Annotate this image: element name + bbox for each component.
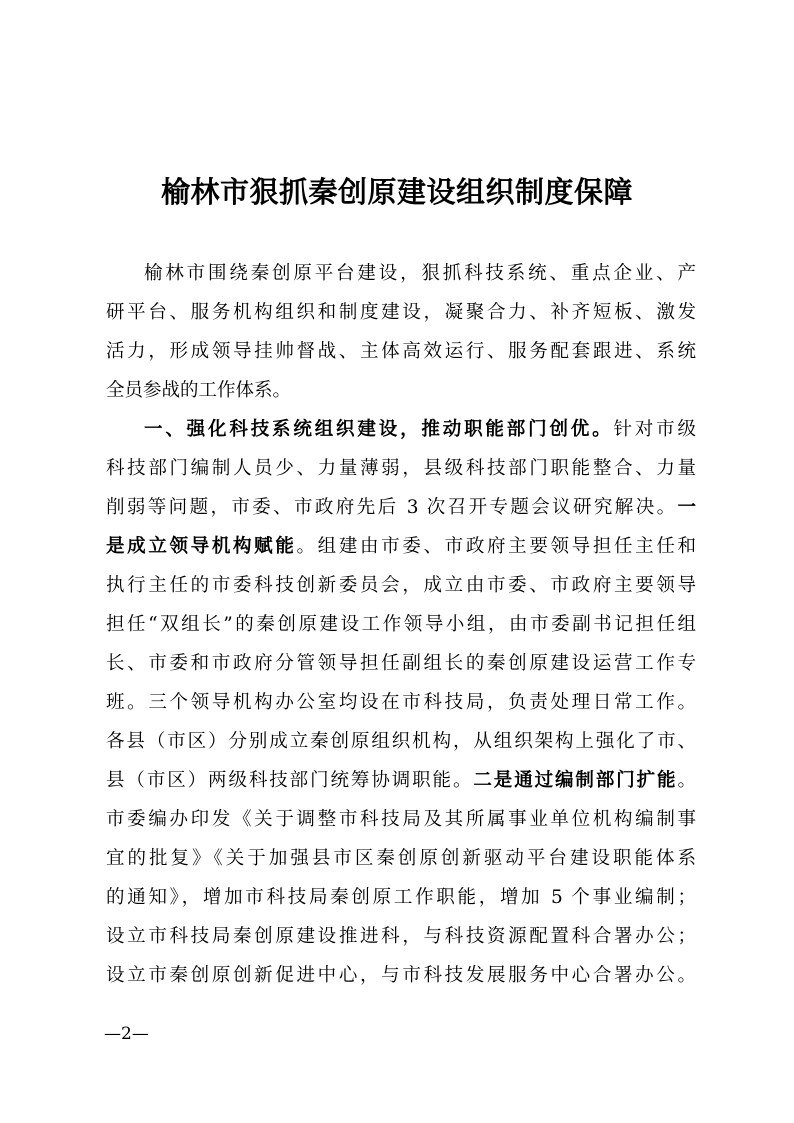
- text-line: [106, 839, 696, 878]
- text-segment: 。: [677, 770, 696, 791]
- text-line: [106, 761, 696, 800]
- text-segment: 研平台、服务机构组织和制度建设，凝聚合力、补齐短板、激发: [106, 302, 696, 323]
- text-line: [106, 410, 696, 449]
- text-segment: 县（市区）两级科技部门统筹协调职能。: [106, 770, 474, 791]
- text-segment: 。组建由市委、市政府主要领导担任主任和: [296, 536, 696, 557]
- text-line: [106, 488, 696, 527]
- text-segment: 全员参战的工作体系。: [106, 380, 292, 401]
- text-segment: 宜的批复》《关于加强县市区秦创原创新驱动平台建设职能体系: [106, 848, 696, 869]
- text-line: [106, 527, 696, 566]
- text-segment: 班。三个领导机构办公室均设在市科技局，负责处理日常工作。: [106, 692, 696, 713]
- text-line: [106, 800, 696, 839]
- text-line: [106, 566, 696, 605]
- document-title: 榆林市狠抓秦创原建设组织制度保障: [160, 175, 633, 209]
- bold-text-segment: 二是通过编制部门扩能: [473, 770, 678, 791]
- text-segment: 担任“双组长”的秦创原建设工作领导小组，由市委副书记担任组: [106, 614, 696, 635]
- text-segment: 市委编办印发《关于调整市科技局及其所属事业单位机构编制事: [106, 809, 696, 830]
- text-line: [106, 683, 696, 722]
- text-line: [106, 293, 696, 332]
- text-line: [106, 254, 696, 293]
- text-segment: 长、市委和市政府分管领导担任副组长的秦创原建设运营工作专: [106, 653, 696, 674]
- bold-text-segment: 一: [677, 497, 696, 518]
- text-line: [106, 644, 696, 683]
- text-segment: 科技部门编制人员少、力量薄弱，县级科技部门职能整合、力量: [106, 458, 696, 479]
- text-line: [106, 332, 696, 371]
- text-segment: 削弱等问题，市委、市政府先后 3 次召开专题会议研究解决。: [106, 497, 678, 518]
- text-line: [106, 722, 696, 761]
- text-segment: 执行主任的市委科技创新委员会，成立由市委、市政府主要领导: [106, 575, 696, 596]
- text-line: [106, 956, 696, 995]
- text-segment: 榆林市围绕秦创原平台建设，狠抓科技系统、重点企业、产: [144, 263, 696, 284]
- text-line: [106, 449, 696, 488]
- text-line: [106, 371, 696, 410]
- bold-text-segment: 是成立领导机构赋能: [106, 536, 297, 557]
- text-line: [106, 917, 696, 956]
- document-body: [106, 254, 696, 995]
- text-segment: 设立市科技局秦创原建设推进科，与科技资源配置科合署办公；: [106, 926, 696, 947]
- text-line: [106, 605, 696, 644]
- text-segment: 的通知》，增加市科技局秦创原工作职能，增加 5 个事业编制；: [106, 887, 696, 908]
- text-segment: 活力，形成领导挂帅督战、主体高效运行、服务配套跟进、系统: [106, 341, 696, 362]
- text-segment: 针对市级: [613, 419, 696, 440]
- text-segment: 各县（市区）分别成立秦创原组织机构，从组织架构上强化了市、: [106, 731, 696, 752]
- page-number: —2—: [104, 1024, 149, 1044]
- bold-text-segment: 一、强化科技系统组织建设，推动职能部门创优。: [144, 419, 614, 440]
- text-line: [106, 878, 696, 917]
- text-segment: 设立市秦创原创新促进中心，与市科技发展服务中心合署办公。: [106, 965, 696, 986]
